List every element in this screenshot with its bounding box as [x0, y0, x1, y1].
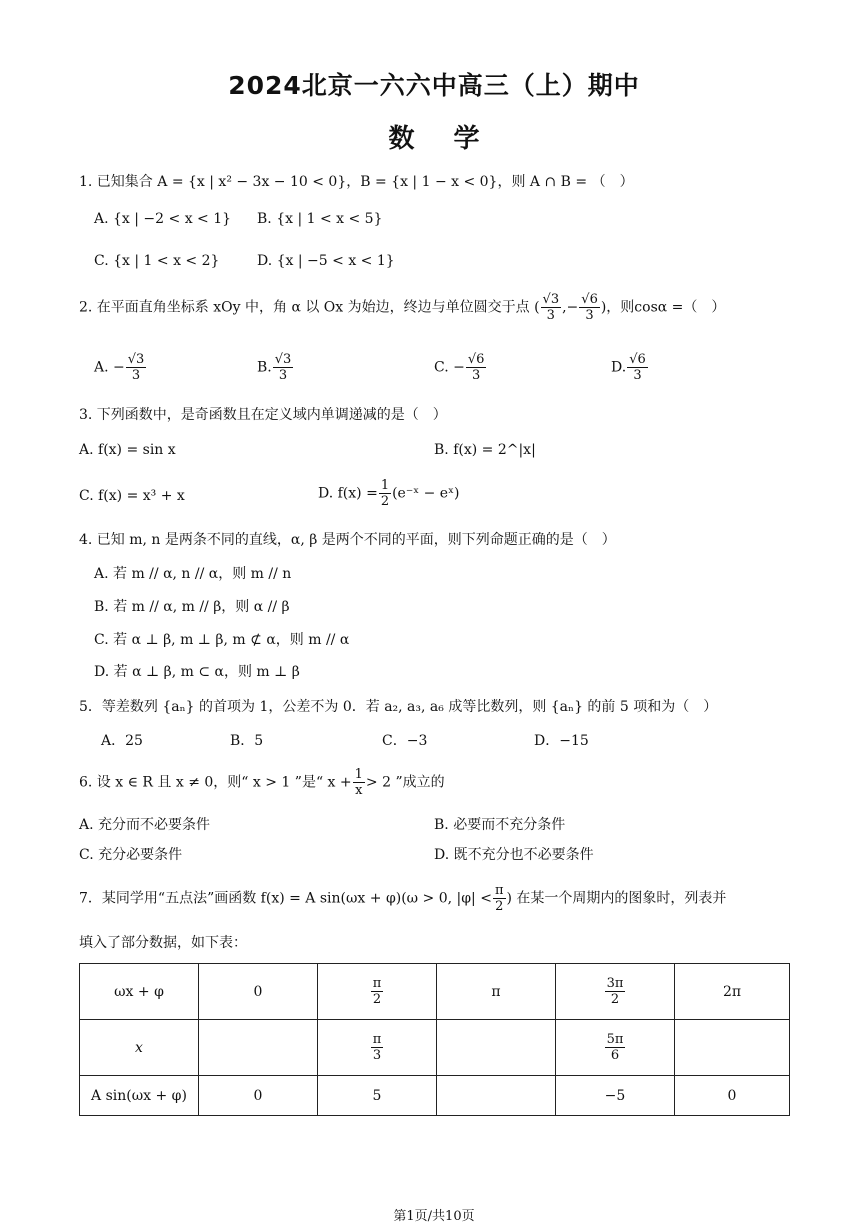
q5-stem: 5．等差数列 {aₙ} 的首项为 1，公差不为 0．若 a₂, a₃, a₆ 成等比数列，则 {aₙ} 的前 5 项和为（ ）	[79, 699, 718, 715]
table-cell: $\frac{5\pi}{6}$	[556, 1020, 675, 1076]
table-cell: $\frac{\pi}{3}$	[318, 1020, 437, 1076]
table-cell	[675, 1020, 790, 1076]
table-cell: ωx + φ	[80, 964, 199, 1020]
subject-title: 数 学	[388, 124, 480, 154]
q4-option-d: D. 若 α ⊥ β, m ⊂ α，则 m ⊥ β	[94, 664, 300, 680]
q2-stem-pre: 2. 在平面直角坐标系 xOy 中，角 α 以 Ox 为始边，终边与单位圆交于点 (	[79, 299, 540, 316]
table-cell	[199, 1020, 318, 1076]
page-number: 第1页/共10页	[393, 1209, 475, 1224]
q5-option-c: C．−3	[382, 733, 428, 749]
q6-stem: 6. 设 x ∈ R 且 x ≠ 0，则“ x > 1 ”是“ x + $\frac{1}{x}$ > 2 ”成立的	[79, 767, 445, 798]
table-cell	[437, 1076, 556, 1116]
table-cell	[437, 1020, 556, 1076]
table-cell: −5	[556, 1076, 675, 1116]
q4-stem: 4. 已知 m, n 是两条不同的直线，α, β 是两个不同的平面，则下列命题正确的是（ ）	[79, 532, 616, 548]
q6-option-b: B. 必要而不充分条件	[434, 817, 566, 833]
table-cell: x	[80, 1020, 199, 1076]
table-row	[80, 1076, 790, 1116]
table-row	[80, 1020, 790, 1076]
q2-point-y: $\frac{√6}{3}$	[581, 292, 598, 323]
q2-point-x: $\frac{√3}{3}$	[542, 292, 560, 323]
q5-option-b: B．5	[230, 733, 264, 749]
table-cell: 0	[199, 1076, 318, 1116]
q3-option-b: B. f(x) = 2^|x|	[434, 442, 536, 458]
q4-option-b: B. 若 m // α, m // β，则 α // β	[94, 599, 290, 615]
q2-option-b: B. $\frac{√3}{3}$	[257, 352, 292, 383]
q7-stem-line2: 填入了部分数据，如下表：	[79, 935, 247, 951]
q1-stem: 1. 已知集合 A = {x | x² − 3x − 10 < 0}，B = {x | 1 − x < 0}，则 A ∩ B = （ ）	[79, 174, 634, 190]
page-title: 2024北京一六六中高三（上）期中	[228, 71, 640, 100]
table-cell: A sin(ωx + φ)	[80, 1076, 199, 1116]
table-cell: 0	[199, 964, 318, 1020]
q3-option-c: C. f(x) = x³ + x	[79, 488, 185, 504]
q4-option-a: A. 若 m // α, n // α，则 m // n	[94, 566, 292, 582]
q1-option-d: D. {x | −5 < x < 1}	[257, 253, 395, 269]
q2-option-a: A. − $\frac{√3}{3}$	[94, 352, 145, 383]
q3-stem: 3. 下列函数中，是奇函数且在定义域内单调递减的是（ ）	[79, 407, 447, 423]
q4-option-c: C. 若 α ⊥ β, m ⊥ β, m ⊄ α，则 m // α	[94, 632, 350, 648]
q2-point-sep: ,−	[562, 299, 579, 316]
table-cell: 2π	[675, 964, 790, 1020]
q2-stem	[79, 292, 725, 323]
q6-option-d: D. 既不充分也不必要条件	[434, 847, 594, 863]
q7-table	[79, 963, 790, 1116]
q2-option-c: C. − $\frac{√6}{3}$	[434, 352, 485, 383]
q6-option-a: A. 充分而不必要条件	[79, 817, 211, 833]
q6-option-c: C. 充分必要条件	[79, 847, 183, 863]
q1-option-c: C. {x | 1 < x < 2}	[94, 253, 220, 269]
q2-stem-post: )，则cosα =（ ）	[600, 299, 726, 316]
table-cell: 5	[318, 1076, 437, 1116]
q3-option-a: A. f(x) = sin x	[79, 442, 176, 458]
q2-option-d: D. $\frac{√6}{3}$	[611, 352, 646, 383]
q1-option-a: A. {x | −2 < x < 1}	[94, 211, 232, 227]
table-cell: $\frac{3\pi}{2}$	[556, 964, 675, 1020]
table-cell: π	[437, 964, 556, 1020]
q3-option-d: D. f(x) = $\frac{1}{2}$ (e⁻ˣ − eˣ)	[318, 478, 460, 509]
table-cell: 0	[675, 1076, 790, 1116]
table-row	[80, 964, 790, 1020]
q5-option-d: D．−15	[534, 733, 589, 749]
q7-stem: 7．某同学用“五点法”画函数 f(x) = A sin(ωx + φ)(ω > 0, |φ| < $\frac{\pi}{2}$ ) 在某一个周期内的图象时，列表并	[79, 883, 727, 914]
q1-option-b: B. {x | 1 < x < 5}	[257, 211, 383, 227]
q5-option-a: A．25	[101, 733, 143, 749]
table-cell: $\frac{\pi}{2}$	[318, 964, 437, 1020]
